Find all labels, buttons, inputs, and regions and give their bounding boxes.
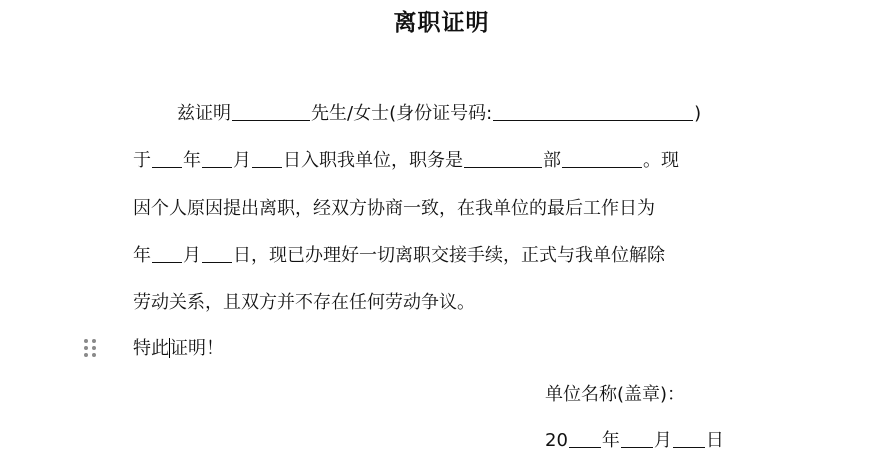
text-segment: 证明！ xyxy=(170,338,224,359)
id-number-blank xyxy=(493,102,693,121)
text-segment: 日入职我单位，职务是 xyxy=(283,150,463,171)
entry-year-blank xyxy=(152,149,182,168)
paragraph-line-3[interactable]: 因个人原因提出离职，经双方协商一致，在我单位的最后工作日为 xyxy=(133,198,655,219)
name-blank xyxy=(232,102,310,121)
text-segment: 月 xyxy=(233,150,251,171)
document-title: 离职证明 xyxy=(393,10,490,36)
text-segment: 年 xyxy=(133,245,151,266)
company-seal-label[interactable]: 单位名称(盖章)： xyxy=(545,384,686,405)
position-blank xyxy=(562,149,642,168)
text-segment: 日 xyxy=(705,430,724,451)
paragraph-line-5[interactable]: 劳动关系，且双方并不存在任何劳动争议。 xyxy=(133,292,475,313)
text-segment: 日，现已办理好一切离职交接手续，正式与我单位解除 xyxy=(233,245,665,266)
text-segment: 兹证明 xyxy=(177,103,231,124)
text-segment: 部 xyxy=(543,150,561,171)
last-month-blank xyxy=(152,244,182,263)
text-segment: 年 xyxy=(183,150,201,171)
signature-date-line[interactable] xyxy=(545,428,724,454)
paragraph-line-2[interactable] xyxy=(133,148,679,174)
entry-month-blank xyxy=(202,149,232,168)
sign-year-blank xyxy=(569,429,601,448)
text-segment: 年 xyxy=(601,430,620,451)
text-segment: 20 xyxy=(545,430,568,451)
paragraph-line-4[interactable] xyxy=(133,243,665,269)
entry-day-blank xyxy=(252,149,282,168)
text-segment: 先生/女士(身份证号码: xyxy=(311,103,493,124)
last-day-blank xyxy=(202,244,232,263)
sign-day-blank xyxy=(673,429,705,448)
department-blank xyxy=(464,149,542,168)
text-segment: 特此 xyxy=(133,338,169,359)
drag-handle-icon[interactable] xyxy=(84,339,98,359)
text-segment: 于 xyxy=(133,150,151,171)
sign-month-blank xyxy=(621,429,653,448)
text-segment: 。现 xyxy=(643,150,679,171)
text-segment: 月 xyxy=(653,430,672,451)
text-segment: 月 xyxy=(183,245,201,266)
text-segment: ) xyxy=(694,103,702,124)
paragraph-line-1[interactable] xyxy=(177,101,701,127)
paragraph-line-6[interactable] xyxy=(133,336,224,362)
